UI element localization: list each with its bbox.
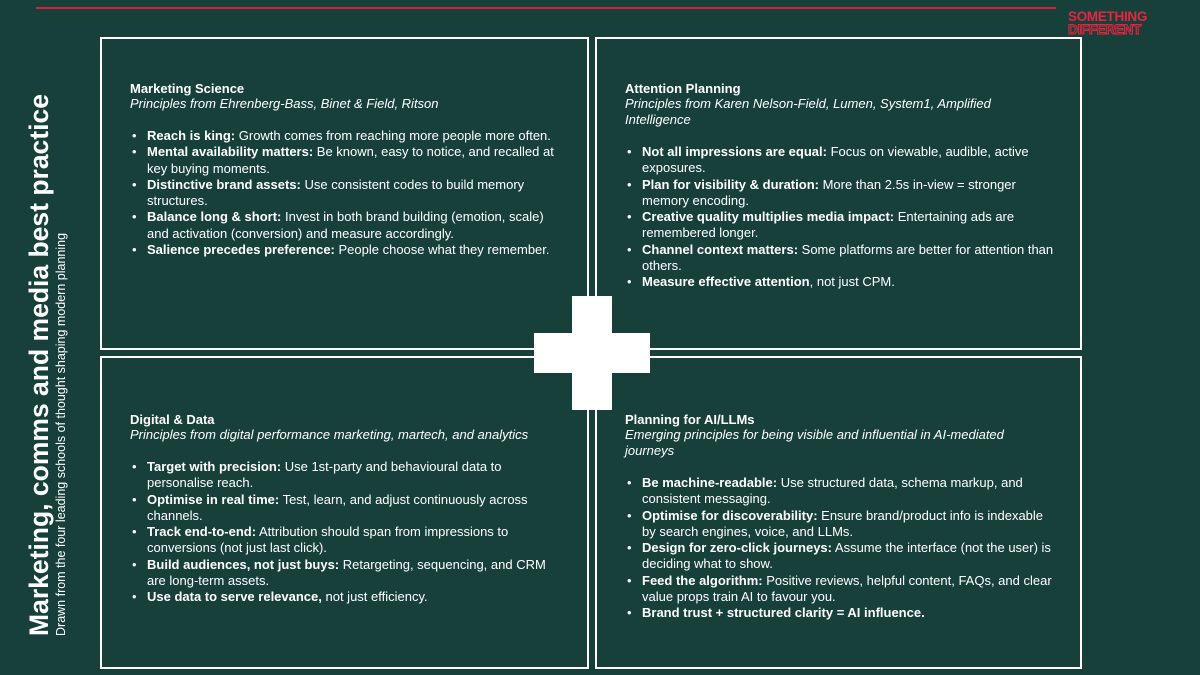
top-divider-line	[36, 7, 1056, 9]
list-item: • Optimise in real time: Test, learn, and adjust continuously across channels.	[130, 492, 561, 525]
list-item: • Be machine-readable: Use structured data, schema markup, and consistent messaging.	[625, 475, 1054, 508]
list-item: • Optimise for discoverability: Ensure brand/product info is indexable by search engines, voice, and LLMs.	[625, 508, 1054, 541]
slide-subtitle: Drawn from the four leading schools of thought shaping modern planning	[54, 232, 68, 636]
list-item: • Balance long & short: Invest in both brand building (emotion, scale) and activation (conversion) and measure accordingly.	[130, 209, 561, 242]
panel-title: Attention Planning	[625, 81, 741, 96]
plus-icon-horizontal-bar	[534, 333, 650, 373]
list-item: • Use data to serve relevance, not just efficiency.	[130, 589, 561, 605]
panel-title: Planning for AI/LLMs	[625, 412, 755, 427]
list-item: • Distinctive brand assets: Use consistent codes to build memory structures.	[130, 177, 561, 210]
panel-title: Digital & Data	[130, 412, 215, 427]
panel-subtitle: Principles from Karen Nelson-Field, Lumen, System1, Amplified Intelligence	[625, 96, 991, 127]
panel-planning-ai-llms	[595, 356, 1082, 669]
list-item: • Plan for visibility & duration: More than 2.5s in-view = stronger memory encoding.	[625, 177, 1054, 210]
list-item: • Reach is king: Growth comes from reaching more people more often.	[130, 128, 561, 144]
list-item: • Brand trust + structured clarity = AI influence.	[625, 605, 1054, 621]
list-item: • Measure effective attention, not just CPM.	[625, 274, 1054, 290]
principle-list	[625, 144, 1054, 291]
list-item: • Mental availability matters: Be known, easy to notice, and recalled at key buying moments.	[130, 144, 561, 177]
panel-title: Marketing Science	[130, 81, 245, 96]
principle-list	[130, 459, 561, 606]
list-item: • Channel context matters: Some platforms are better for attention than others.	[625, 242, 1054, 275]
list-item: • Salience precedes preference: People choose what they remember.	[130, 242, 561, 258]
panel-subtitle: Principles from Ehrenberg-Bass, Binet & Field, Ritson	[130, 96, 439, 111]
logo-line-1: SOMETHING	[1068, 9, 1148, 24]
list-item: • Feed the algorithm: Positive reviews, helpful content, FAQs, and clear value props train AI to favour you.	[625, 573, 1054, 606]
panel-subtitle: Emerging principles for being visible and influential in AI-mediated journeys	[625, 427, 1004, 458]
slide-title-block	[24, 66, 69, 636]
logo-line-2: DIFFERENT	[1068, 21, 1142, 37]
panel-marketing-science	[100, 37, 589, 350]
list-item: • Not all impressions are equal: Focus on viewable, audible, active exposures.	[625, 144, 1054, 177]
list-item: • Target with precision: Use 1st-party and behavioural data to personalise reach.	[130, 459, 561, 492]
panel-digital-data	[100, 356, 589, 669]
brand-logo	[1068, 11, 1184, 36]
list-item: • Track end-to-end: Attribution should span from impressions to conversions (not just last click).	[130, 524, 561, 557]
principle-list	[130, 128, 561, 258]
list-item: • Design for zero-click journeys: Assume the interface (not the user) is deciding what to show.	[625, 540, 1054, 573]
principle-list	[625, 475, 1054, 622]
list-item: • Creative quality multiplies media impact: Entertaining ads are remembered longer.	[625, 209, 1054, 242]
list-item: • Build audiences, not just buys: Retargeting, sequencing, and CRM are long-term assets.	[130, 557, 561, 590]
slide-title: Marketing, comms and media best practice	[24, 94, 54, 636]
panel-attention-planning	[595, 37, 1082, 350]
panel-subtitle: Principles from digital performance marketing, martech, and analytics	[130, 427, 529, 442]
